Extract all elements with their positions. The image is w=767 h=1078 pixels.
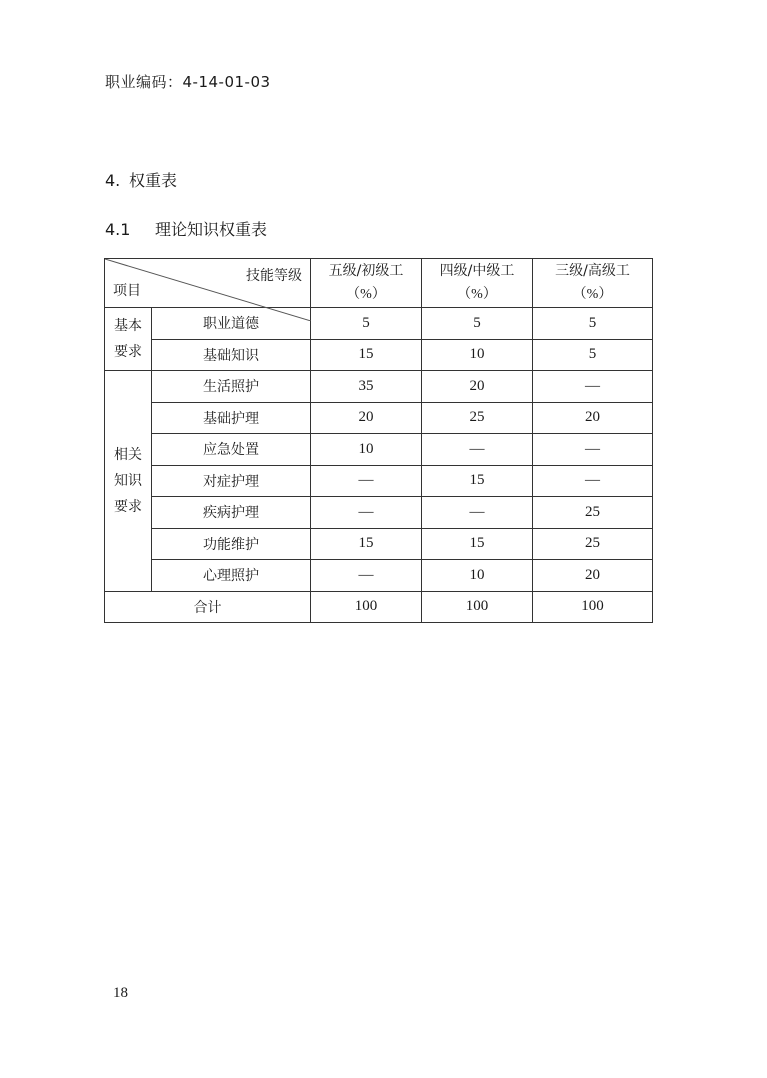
value-cell: 15 <box>422 528 533 560</box>
value-cell: 25 <box>533 497 653 529</box>
value-cell: 10 <box>422 560 533 592</box>
value-cell: — <box>311 465 422 497</box>
value-cell: — <box>533 371 653 403</box>
value-cell: — <box>533 465 653 497</box>
section-heading <box>105 168 177 191</box>
item-cell: 生活照护 <box>152 371 311 403</box>
table-row <box>105 560 653 592</box>
table-row <box>105 371 653 403</box>
item-cell: 功能维护 <box>152 528 311 560</box>
corner-bottom-label: 项目 <box>113 283 141 299</box>
column-unit: （%） <box>346 287 386 302</box>
item-cell: 职业道德 <box>152 308 311 340</box>
occupation-code: 职业编码：4-14-01-03 <box>105 73 271 91</box>
corner-top-label: 技能等级 <box>246 268 302 284</box>
total-value: 100 <box>422 591 533 623</box>
subsection-number: 4.1 <box>105 220 131 239</box>
table-row <box>105 402 653 434</box>
weight-table <box>104 258 653 623</box>
column-header <box>311 259 422 308</box>
category-label: 基本 要求 <box>114 318 142 360</box>
item-cell: 对症护理 <box>152 465 311 497</box>
value-cell: 5 <box>533 308 653 340</box>
total-label: 合计 <box>105 591 311 623</box>
value-cell: 20 <box>533 560 653 592</box>
table-row <box>105 465 653 497</box>
value-cell: 15 <box>311 528 422 560</box>
value-cell: 20 <box>533 402 653 434</box>
total-value: 100 <box>311 591 422 623</box>
table-row <box>105 339 653 371</box>
table-row <box>105 497 653 529</box>
column-header <box>422 259 533 308</box>
value-cell: 20 <box>422 371 533 403</box>
item-cell: 基础护理 <box>152 402 311 434</box>
header-row <box>105 259 653 308</box>
value-cell: — <box>311 560 422 592</box>
item-cell: 应急处置 <box>152 434 311 466</box>
category-cell <box>105 371 152 592</box>
value-cell: — <box>422 434 533 466</box>
page-number: 18 <box>113 985 128 1001</box>
value-cell: 10 <box>422 339 533 371</box>
total-value: 100 <box>533 591 653 623</box>
value-cell: 15 <box>311 339 422 371</box>
value-cell: 25 <box>533 528 653 560</box>
corner-cell <box>105 259 311 308</box>
value-cell: — <box>533 434 653 466</box>
category-label: 相关 知识 要求 <box>114 446 142 515</box>
value-cell: 5 <box>311 308 422 340</box>
subsection-heading <box>105 217 267 240</box>
value-cell: 15 <box>422 465 533 497</box>
value-cell: 25 <box>422 402 533 434</box>
column-unit: （%） <box>572 287 613 302</box>
value-cell: — <box>311 497 422 529</box>
item-cell: 心理照护 <box>152 560 311 592</box>
value-cell: — <box>422 497 533 529</box>
value-cell: 10 <box>311 434 422 466</box>
column-header <box>533 259 653 308</box>
table-row <box>105 434 653 466</box>
item-cell: 疾病护理 <box>152 497 311 529</box>
table-row <box>105 528 653 560</box>
value-cell: 5 <box>422 308 533 340</box>
value-cell: 20 <box>311 402 422 434</box>
subsection-title: 理论知识权重表 <box>155 220 268 239</box>
column-unit: （%） <box>457 287 497 302</box>
column-label: 五级/初级工 <box>328 263 404 279</box>
item-cell: 基础知识 <box>152 339 311 371</box>
total-row <box>105 591 653 623</box>
section-title: 权重表 <box>129 171 178 190</box>
value-cell: 35 <box>311 371 422 403</box>
column-label: 三级/高级工 <box>555 263 630 279</box>
value-cell: 5 <box>533 339 653 371</box>
column-label: 四级/中级工 <box>439 263 515 279</box>
section-number: 4. <box>105 171 121 190</box>
